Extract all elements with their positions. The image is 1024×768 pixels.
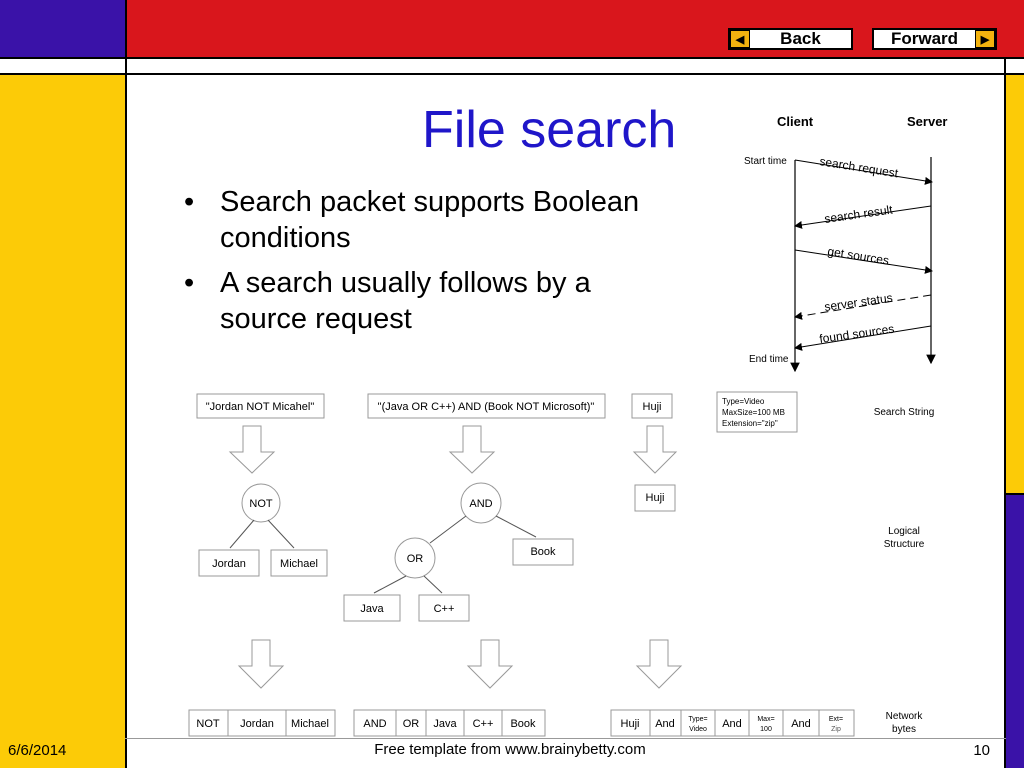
byte-cell: And: [791, 718, 811, 730]
left-band: [0, 74, 127, 768]
page-title: File search: [422, 101, 677, 159]
query-text: "(Java OR C++) AND (Book NOT Microsoft)": [377, 401, 595, 413]
down-arrow-icon: [634, 426, 676, 473]
corner-block: [0, 0, 127, 58]
footer-date: 6/6/2014: [8, 742, 67, 759]
node-label: Michael: [280, 558, 318, 570]
byte-cell: And: [655, 718, 675, 730]
message-label: server status: [823, 290, 894, 314]
message-label: search request: [818, 154, 900, 181]
byte-cell: Max=: [757, 716, 775, 723]
node-label: Java: [360, 603, 384, 615]
page-number: 10: [973, 742, 990, 759]
divider: [0, 57, 1024, 59]
header-gap: [0, 58, 1024, 74]
search-structure-diagram: [180, 385, 950, 740]
forward-button[interactable]: [872, 28, 997, 50]
start-time-label: Start time: [744, 156, 787, 167]
divider: [1004, 58, 1006, 768]
row-label: Network: [885, 711, 923, 722]
list-item: • Search packet supports Boolean conditions: [184, 186, 640, 254]
down-arrow-icon: [637, 640, 681, 688]
query-text: MaxSize=100 MB: [722, 408, 785, 417]
down-arrow-icon: [239, 640, 283, 688]
client-label: Client: [777, 114, 814, 129]
down-arrow-icon: [468, 640, 512, 688]
divider: [125, 0, 127, 768]
footer-credit: Free template from www.brainybetty.com: [374, 741, 646, 758]
node-label: OR: [406, 553, 424, 565]
row-label: Structure: [883, 539, 925, 550]
byte-cell: NOT: [196, 718, 220, 730]
divider: [0, 73, 1024, 75]
right-strip-bottom: [1006, 494, 1024, 768]
forward-label: Forward: [890, 29, 959, 48]
byte-cell: 100: [760, 726, 772, 733]
divider: [1004, 493, 1024, 495]
byte-cell: Java: [433, 718, 457, 730]
header-band: [0, 0, 1024, 58]
node-label: Book: [530, 546, 556, 558]
byte-cell: Type=: [688, 716, 708, 723]
byte-cell: Michael: [291, 718, 329, 730]
row-label: Search String: [873, 407, 935, 418]
arrow-left-icon: ◀: [730, 30, 750, 48]
row-label: bytes: [892, 724, 916, 735]
message-label: found sources: [818, 321, 896, 346]
byte-cell: Huji: [620, 718, 640, 730]
query-text: Extension="zip": [722, 419, 778, 428]
end-time-label: End time: [749, 354, 789, 365]
byte-cell: Ext=: [828, 716, 844, 723]
message-label: get sources: [826, 244, 891, 268]
row-label: Logical: [888, 526, 920, 537]
server-label: Server: [907, 114, 948, 129]
node-label: C++: [433, 603, 455, 615]
right-strip-top: [1006, 74, 1024, 494]
query-text: "Jordan NOT Micahel": [205, 401, 315, 413]
query-text: Huji: [642, 401, 662, 413]
node-label: AND: [469, 498, 493, 510]
back-button[interactable]: [728, 28, 853, 50]
sequence-diagram: [735, 105, 975, 380]
byte-cell: And: [722, 718, 742, 730]
arrow-right-icon: ▶: [975, 30, 995, 48]
byte-cell: Book: [510, 718, 536, 730]
down-arrow-icon: [450, 426, 494, 473]
list-item: • A search usually follows by a source request: [184, 267, 591, 335]
node-label: NOT: [249, 498, 273, 510]
byte-cell: AND: [363, 718, 387, 730]
query-text: Type=Video: [722, 397, 765, 406]
back-label: Back: [780, 29, 821, 48]
node-label: Huji: [645, 492, 665, 504]
byte-cell: Jordan: [240, 718, 274, 730]
node-label: Jordan: [212, 558, 246, 570]
bullet-list: [180, 184, 640, 346]
byte-cell: Video: [689, 726, 707, 733]
byte-cell: C++: [472, 718, 494, 730]
down-arrow-icon: [230, 426, 274, 473]
byte-cell: OR: [402, 718, 420, 730]
message-label: search result: [823, 202, 894, 226]
byte-cell: Zip: [831, 726, 841, 733]
